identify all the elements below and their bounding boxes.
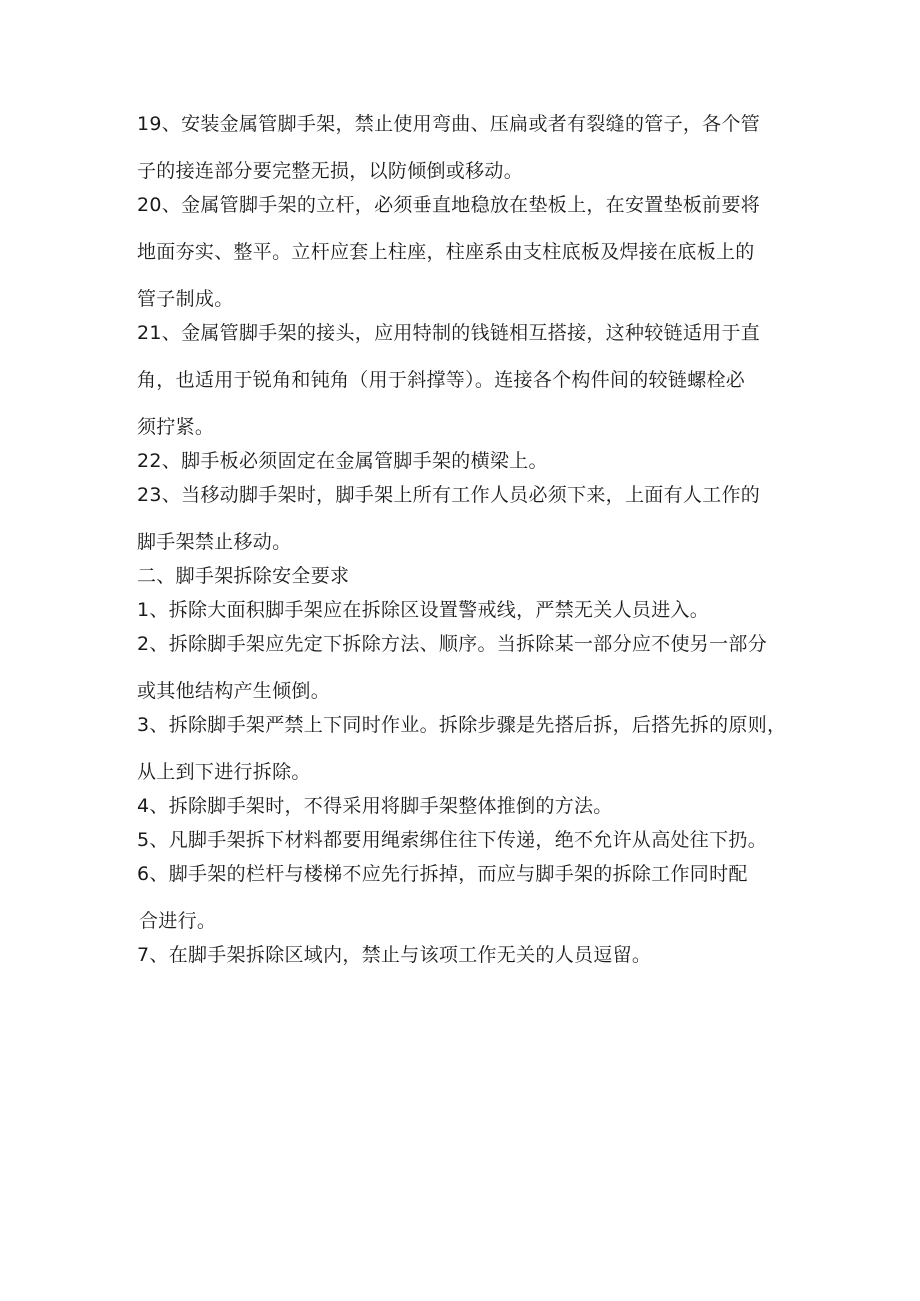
text-line: 合进行。 xyxy=(139,910,217,932)
paragraph-item-6 xyxy=(137,862,797,933)
text-line: 6、脚手架的栏杆与楼梯不应先行拆掉，而应与脚手架的拆除工作同时配 xyxy=(137,863,748,885)
text-line: 脚手架禁止移动。 xyxy=(137,531,292,553)
text-line: 19、安装金属管脚手架，禁止使用弯曲、压扁或者有裂缝的管子，各个管 xyxy=(137,113,761,135)
section-title: 二、脚手架拆除安全要求 xyxy=(137,565,350,587)
text-line: 5、凡脚手架拆下材料都要用绳索绑住往下传递，绝不允许从高处往下扔。 xyxy=(137,829,767,851)
text-line: 23、当移动脚手架时，脚手架上所有工作人员必须下来，上面有人工作的 xyxy=(137,484,761,506)
paragraph-19 xyxy=(137,112,797,183)
text-line: 或其他结构产生倾倒。 xyxy=(137,680,331,702)
text-line: 地面夯实、整平。立杆应套上柱座，柱座系由支柱底板及焊接在底板上的 xyxy=(137,241,755,263)
text-line: 2、拆除脚手架应先定下拆除方法、顺序。当拆除某一部分应不使另一部分 xyxy=(137,633,767,655)
text-line: 须拧紧。 xyxy=(137,416,215,438)
text-line: 22、脚手板必须固定在金属管脚手架的横梁上。 xyxy=(137,450,548,472)
text-line: 20、金属管脚手架的立杆，必须垂直地稳放在垫板上，在安置垫板前要将 xyxy=(137,194,761,216)
text-line: 从上到下进行拆除。 xyxy=(137,761,311,783)
text-line: 21、金属管脚手架的接头，应用特制的钱链相互搭接，这种较链适用于直 xyxy=(137,322,761,344)
document-body xyxy=(137,112,797,977)
paragraph-20 xyxy=(137,193,797,311)
paragraph-22 xyxy=(137,449,797,473)
paragraph-item-5 xyxy=(137,828,797,852)
paragraph-item-3 xyxy=(137,713,797,784)
text-line: 3、拆除脚手架严禁上下同时作业。拆除步骤是先搭后拆，后搭先拆的原则， xyxy=(137,714,787,736)
text-line: 1、拆除大面积脚手架应在拆除区设置警戒线，严禁无关人员进入。 xyxy=(137,599,710,621)
text-line: 角，也适用于锐角和钝角（用于斜撑等）。连接各个构件间的较链螺栓必 xyxy=(137,369,746,391)
paragraph-23 xyxy=(137,483,797,554)
section-heading xyxy=(137,564,797,588)
paragraph-item-1 xyxy=(137,598,797,622)
paragraph-item-4 xyxy=(137,794,797,818)
paragraph-21 xyxy=(137,321,797,439)
paragraph-item-2 xyxy=(137,632,797,703)
text-line: 7、在脚手架拆除区域内，禁止与该项工作无关的人员逗留。 xyxy=(137,944,652,966)
paragraph-item-7 xyxy=(137,943,797,967)
text-line: 4、拆除脚手架时，不得采用将脚手架整体推倒的方法。 xyxy=(137,795,613,817)
text-line: 管子制成。 xyxy=(137,288,234,310)
text-line: 子的接连部分要完整无损，以防倾倒或移动。 xyxy=(137,160,524,182)
